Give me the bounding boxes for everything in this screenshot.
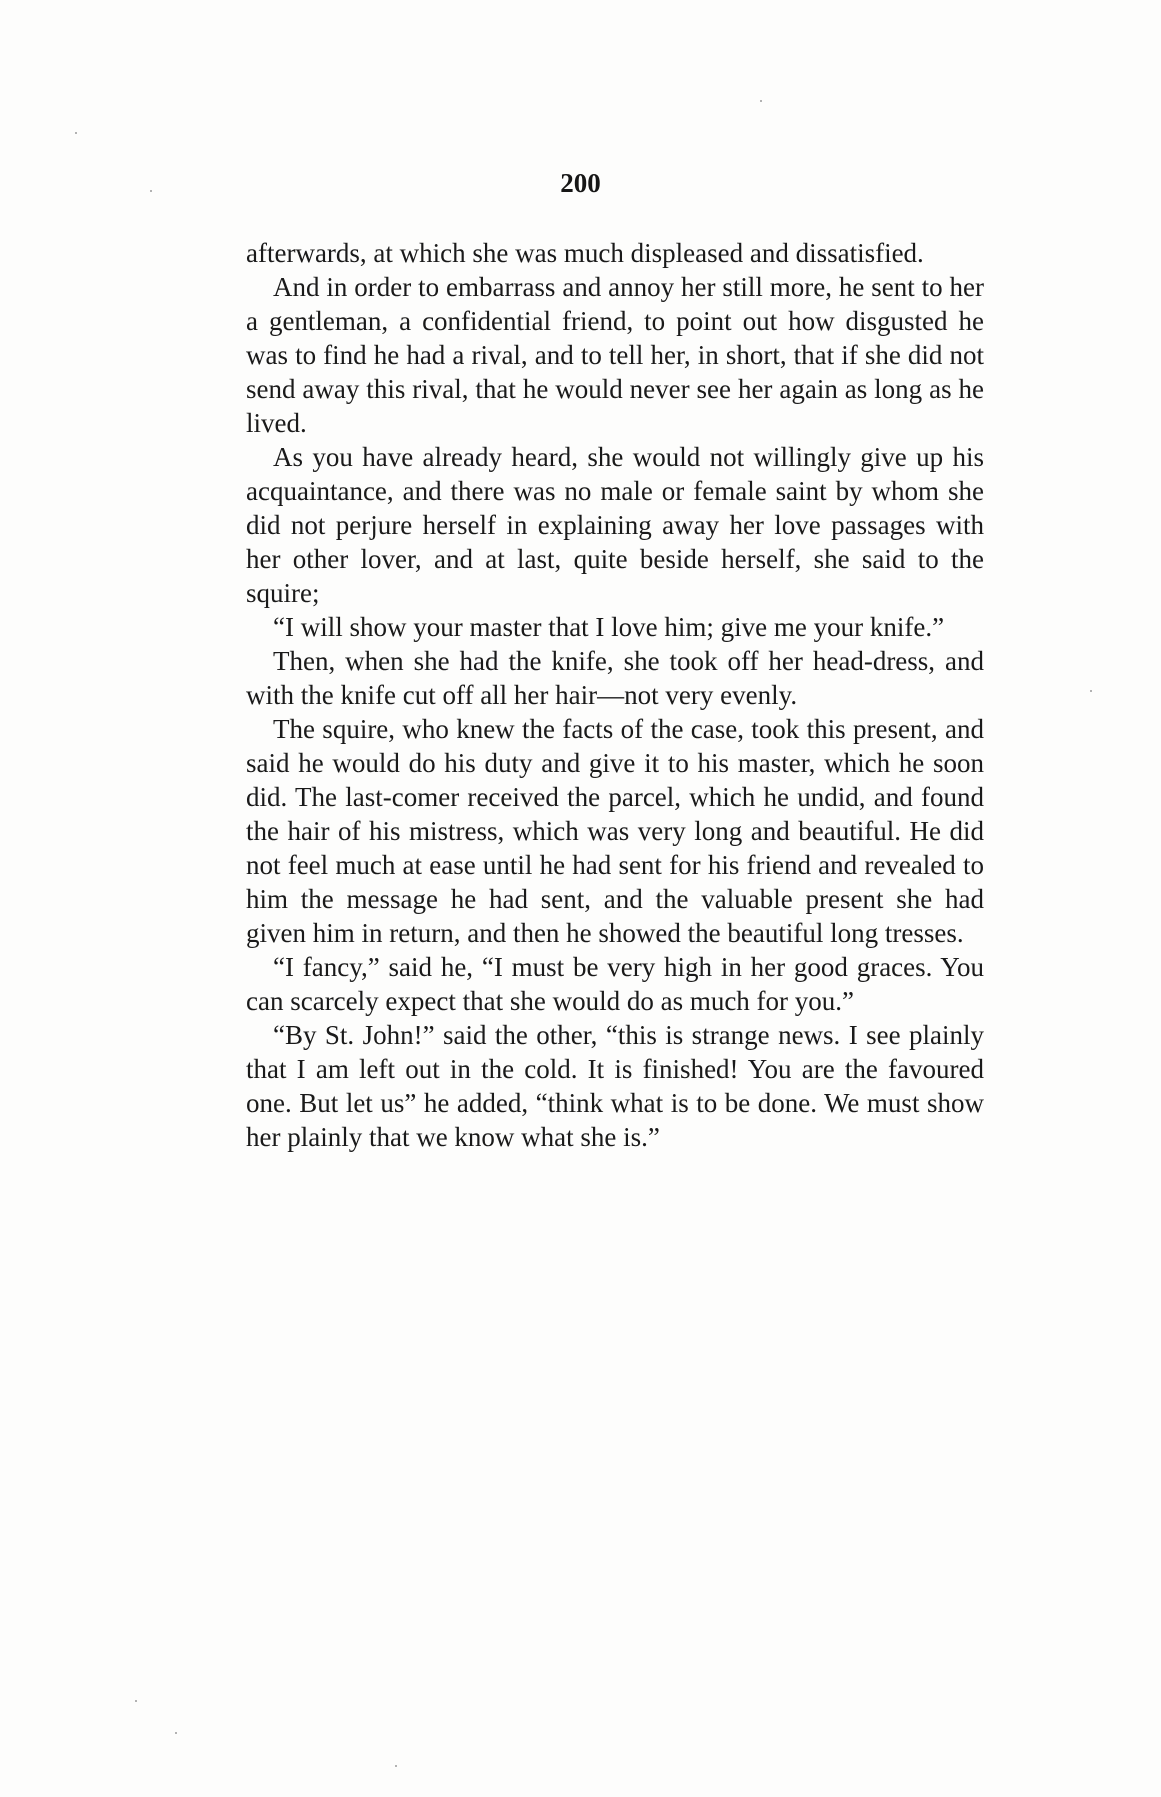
paragraph: And in order to embarrass and annoy her still more, he sent to her a gentleman, a confidential friend, to point out how disgusted he was to find he had a rival, and to tell her, in short, that if she did not send away this rival, that he would never see her again as long as he lived.	[246, 272, 984, 438]
paragraph: The squire, who knew the facts of the case, took this present, and said he would do his duty and give it to his master, which he soon did. The last-comer received the parcel, which he undid, and found the hair of his mistress, which was very long and beautiful. He did not feel much at ease until he had sent for his friend and revealed to him the message he had sent, and the valuable present she had given him in return, and then he showed the beautiful long tresses.	[246, 714, 984, 948]
paragraph: As you have already heard, she would not willingly give up his acquaintance, and there was no male or female saint by whom she did not perjure herself in explaining away her love passages with her other lover, and at last, quite beside herself, she said to the squire;	[246, 442, 984, 608]
paragraph: “I will show your master that I love him; give me your knife.”	[273, 612, 945, 642]
paragraph: “By St. John!” said the other, “this is strange news. I see plainly that I am left out in the cold. It is finished! You are the favoured one. But let us” he added, “think what is to be done. We must show her plainly that we know what she is.”	[246, 1020, 984, 1152]
body-text	[246, 236, 984, 1154]
scan-speck	[760, 100, 762, 102]
paragraph: Then, when she had the knife, she took off her head-dress, and with the knife cut off all her hair—not very evenly.	[246, 646, 984, 710]
scan-speck	[1090, 690, 1092, 692]
scan-speck	[175, 1732, 177, 1734]
paragraph: afterwards, at which she was much displeased and dissatisfied.	[246, 238, 924, 268]
scan-speck	[135, 1700, 137, 1702]
scan-speck	[75, 132, 77, 134]
scan-speck	[395, 1765, 397, 1767]
page-number: 200	[560, 168, 601, 198]
paragraph: “I fancy,” said he, “I must be very high in her good graces. You can scarcely expect that she would do as much for you.”	[246, 952, 984, 1016]
